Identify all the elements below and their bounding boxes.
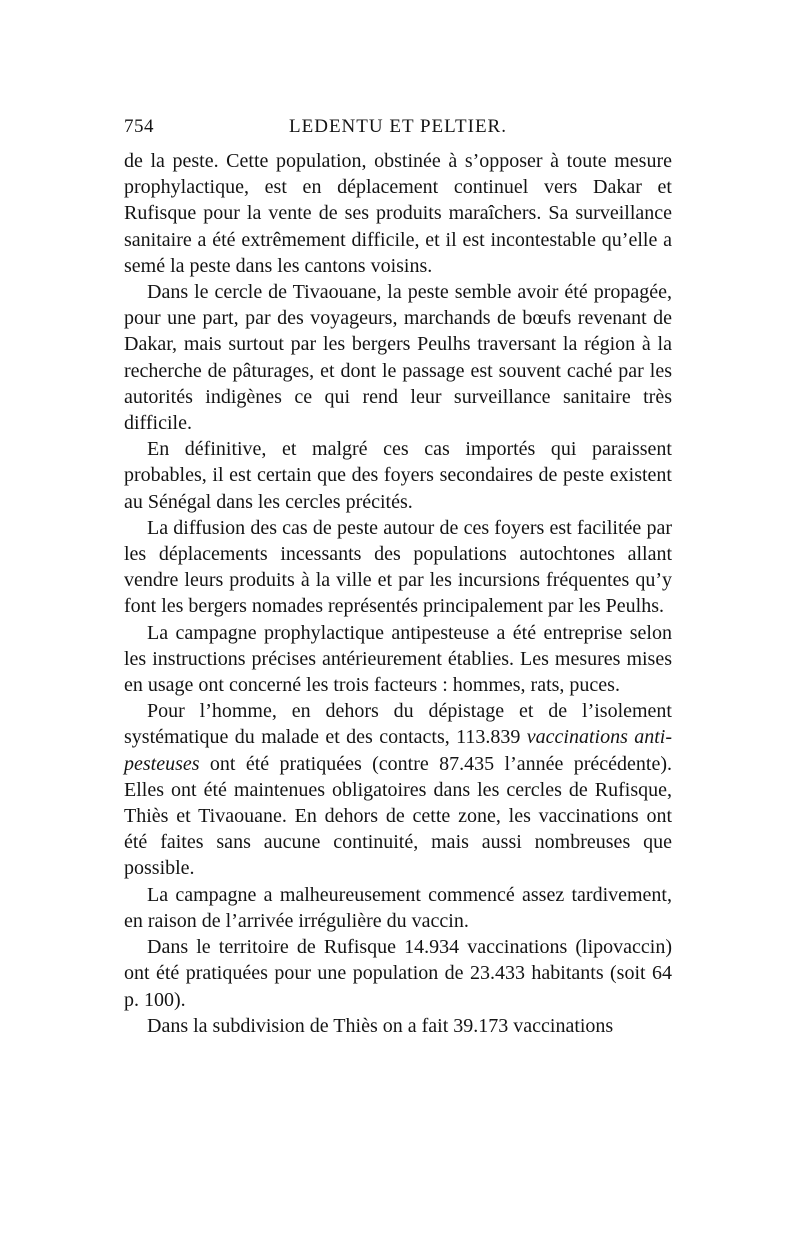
paragraph-continuation: de la peste. Cette population, obstinée à s’opposer à toute mesure prophylactique, est en déplacement continuel vers Dakar et Rufisque pour la vente de ses produits maraîchers. Sa surveillance sanitaire a été extrêmement difficile, et il est incontestable qu’elle a semé la peste dans les cantons voisins.: [124, 150, 672, 277]
paragraph-diffusion: La diffusion des cas de peste autour de ces foyers est facilitée par les déplacements incessants des populations autochtones allant vendre leurs produits à la ville et par les incursions fréquentes qu’y font les bergers nomades représentés principalement par les Peulhs.: [124, 516, 672, 618]
paragraph-tivaouane: Dans le cercle de Tivaouane, la peste semble avoir été propagée, pour une part, par des voyageurs, marchands de bœufs revenant de Dakar, mais surtout par les bergers Peulhs traversant la région à la recherche de pâturages, et dont le passage est souvent caché par les autorités indigènes ce qui rend leur surveillance sanitaire très difficile.: [124, 281, 672, 435]
paragraph-homme-end: ont été pratiquées (contre 87.435 l’année précédente). Elles ont été maintenues obligatoires dans les cercles de Rufisque, Thiès et Tivaouane. En dehors de cette zone, les vaccinations ont été faites sans aucune continuité, mais aussi nombreuses que possible.: [124, 752, 672, 880]
paragraph-homme: [124, 698, 672, 881]
running-title: LEDENTU ET PELTIER.: [289, 116, 507, 137]
italic-vaccinations: vaccinations anti-pesteuses: [124, 726, 673, 775]
paragraph-definitive: En définitive, et malgré ces cas importés qui paraissent probables, il est certain que des foyers secondaires de peste existent au Sénégal dans les cercles précités.: [124, 438, 672, 513]
paragraph-campagne-prophylactique: La campagne prophylactique antipesteuse a été entreprise selon les instructions précises antérieurement établies. Les mesures mises en usage ont concerné les trois facteurs : hommes, rats, puces.: [124, 621, 672, 697]
paragraph-rufisque: Dans le territoire de Rufisque 14.934 vaccinations (lipovaccin) ont été pratiquées pour une population de 23.433 habitants (soit 64 p. 100).: [124, 936, 672, 1011]
paragraph-homme-start: Pour l’homme, en dehors du dépistage et de l’isolement systématique du malade et des contacts, 113.839: [124, 700, 672, 749]
body-text: [124, 148, 672, 1039]
paragraph-campagne-tardive: La campagne a malheureusement commencé assez tardivement, en raison de l’arrivée irrégulière du vaccin.: [124, 883, 672, 932]
paragraph-thies: Dans la subdivision de Thiès on a fait 39.173 vaccinations: [147, 1014, 614, 1037]
page-header: [124, 116, 672, 146]
page-number: 754: [124, 116, 154, 137]
